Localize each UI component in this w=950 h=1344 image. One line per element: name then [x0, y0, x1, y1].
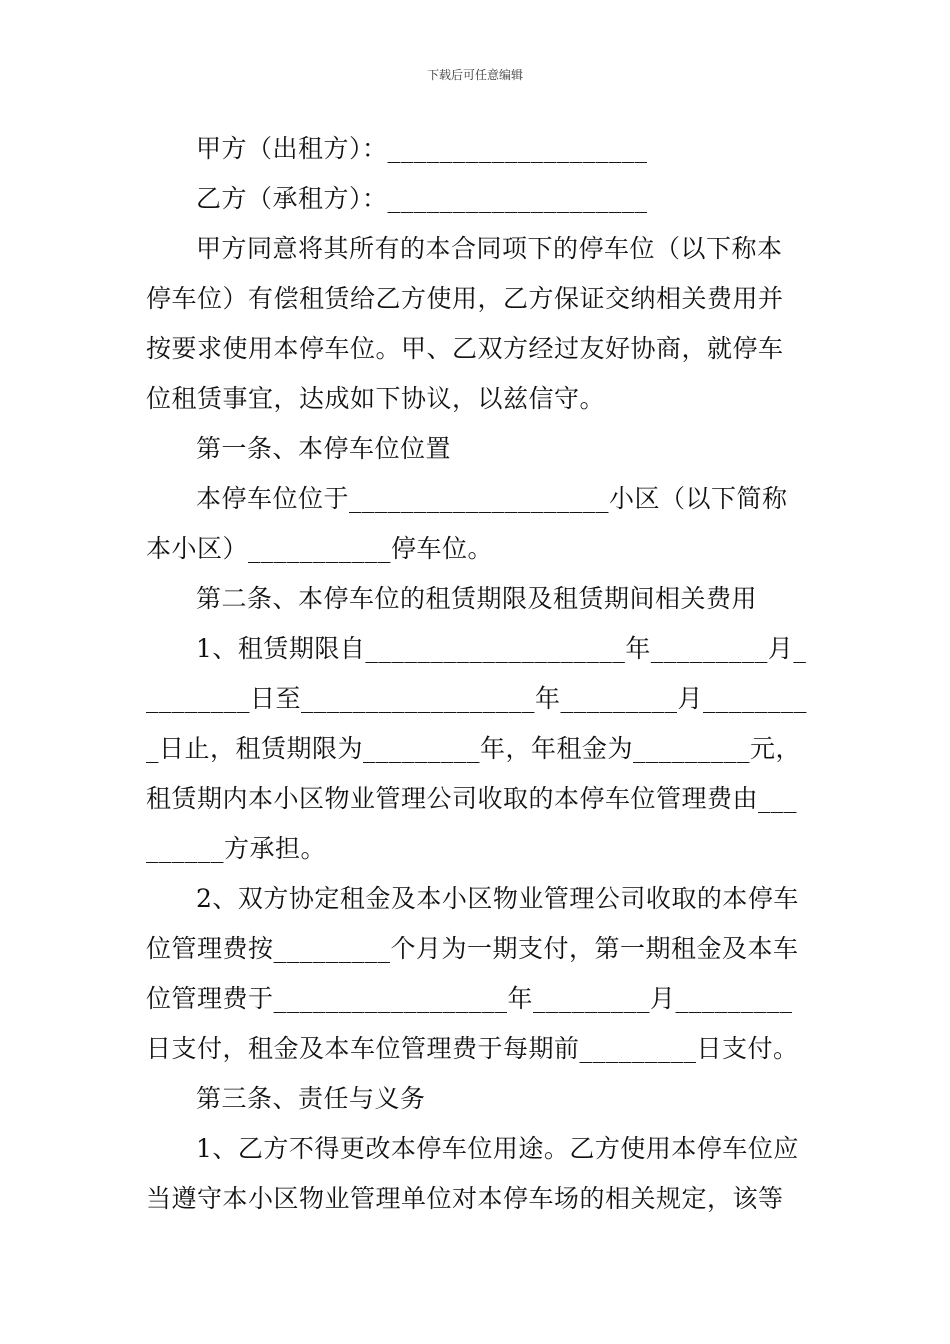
article-3-heading: 第三条、责任与义务: [196, 1084, 426, 1113]
article-3-line-2: 当遵守本小区物业管理单位对本停车场的相关规定，该等: [146, 1184, 784, 1213]
article-2-item-2-line-2: 位管理费按_________个月为一期支付，第一期租金及本车: [146, 934, 799, 963]
article-2-line-5: ______方承担。: [146, 834, 327, 863]
party-a-line: 甲方（出租方）：____________________: [196, 134, 648, 163]
article-2-item-2-line-3: 位管理费于__________________年_________月_________: [146, 984, 793, 1013]
intro-line-4: 位租赁事宜，达成如下协议，以兹信守。: [146, 384, 606, 413]
article-1-heading: 第一条、本停车位位置: [196, 434, 452, 463]
article-2-item-2-line-1: 2、双方协定租金及本小区物业管理公司收取的本停车: [196, 884, 799, 913]
article-2-line-1: 1、租赁期限自____________________年_________月_: [196, 634, 807, 663]
header-note: 下载后可任意编辑: [426, 68, 523, 82]
article-1-line-2: 本小区）___________停车位。: [146, 534, 494, 563]
article-2-line-2: ________日至__________________年_________月________: [146, 684, 808, 713]
intro-line-2: 停车位）有偿租赁给乙方使用，乙方保证交纳相关费用并: [146, 284, 784, 313]
party-b-line: 乙方（承租方）：____________________: [196, 184, 648, 213]
article-2-line-4: 租赁期内本小区物业管理公司收取的本停车位管理费由___: [146, 784, 798, 813]
intro-line-3: 按要求使用本停车位。甲、乙双方经过友好协商，就停车: [146, 334, 784, 363]
article-2-heading: 第二条、本停车位的租赁期限及租赁期间相关费用: [196, 584, 758, 613]
article-2-line-3: _日止，租赁期限为_________年，年租金为_________元，: [146, 734, 802, 763]
article-3-line-1: 1、乙方不得更改本停车位用途。乙方使用本停车位应: [196, 1134, 799, 1163]
article-2-item-2-line-4: 日支付，租金及本车位管理费于每期前_________日支付。: [146, 1034, 799, 1063]
intro-line-1: 甲方同意将其所有的本合同项下的停车位（以下称本: [196, 234, 783, 263]
article-1-line-1: 本停车位位于____________________小区（以下简称: [196, 484, 788, 513]
